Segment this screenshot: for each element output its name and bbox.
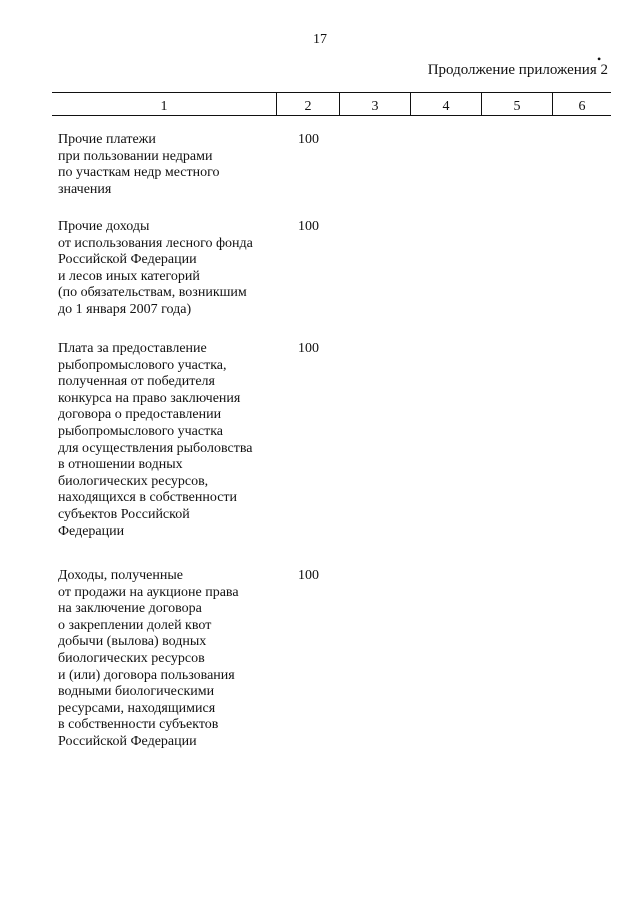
row-label-line: Доходы, полученные — [58, 568, 183, 583]
column-header-3: 3 — [340, 93, 411, 116]
row-label-line: Российской Федерации — [58, 733, 197, 749]
row-label-line: для осуществления рыболовства — [58, 440, 253, 456]
page-number: 17 — [313, 32, 327, 47]
column-header-row — [52, 93, 611, 116]
row-label-line: конкурса на право заключения — [58, 390, 241, 406]
row-label-line: водными биологическими — [58, 684, 215, 700]
row-label-line: добычи (вылова) водных — [58, 634, 207, 650]
row-label — [58, 568, 298, 751]
row-value: 100 — [298, 341, 319, 356]
row-label-line: Российской Федерации — [58, 252, 197, 268]
row-label-line: полученная от победителя — [58, 374, 215, 390]
column-header-2: 2 — [277, 93, 340, 116]
row-value: 100 — [298, 219, 319, 234]
row-label-line: договора о предоставлении — [58, 407, 222, 423]
row-label-line: Прочие платежи — [58, 132, 156, 147]
row-label — [58, 219, 298, 319]
continuation-mark: • — [597, 52, 602, 66]
row-value: 100 — [298, 568, 319, 583]
row-label-line: от использования лесного фонда — [58, 235, 253, 251]
row-label-line: ресурсами, находящимися — [58, 700, 216, 716]
row-label-line: биологических ресурсов — [58, 650, 205, 666]
column-header-table — [52, 92, 611, 116]
row-label-line: о закреплении долей квот — [58, 617, 212, 633]
row-value: 100 — [298, 132, 319, 147]
row-label-line: Прочие доходы — [58, 219, 150, 234]
row-label — [58, 341, 298, 540]
row-label-line: Плата за предоставление — [58, 341, 207, 356]
row-label-line: находящихся в собственности — [58, 490, 238, 506]
row-label-line: значения — [58, 181, 112, 197]
row-label-line: (по обязательствам, возникшим — [58, 285, 247, 301]
column-header-6: 6 — [553, 93, 612, 116]
row-label-line: рыбопромыслового участка, — [58, 357, 227, 373]
row-label-line: биологических ресурсов, — [58, 473, 209, 489]
row-label-line: в отношении водных — [58, 457, 183, 473]
row-label-line: рыбопромыслового участка — [58, 423, 224, 439]
row-label-line: и лесов иных категорий — [58, 268, 200, 284]
row-label-line: субъектов Российской — [58, 506, 190, 522]
continuation-title: Продолжение приложения 2 — [427, 62, 608, 78]
column-header-4: 4 — [411, 93, 482, 116]
column-header-5: 5 — [482, 93, 553, 116]
row-label-line: Федерации — [58, 523, 125, 539]
row-label-line: до 1 января 2007 года) — [58, 301, 192, 317]
row-label-line: и (или) договора пользования — [58, 667, 235, 683]
row-label-line: от продажи на аукционе права — [58, 584, 239, 600]
row-label-line: при пользовании недрами — [58, 148, 213, 164]
row-label-line: в собственности субъектов — [58, 717, 219, 733]
column-header-1: 1 — [52, 93, 277, 116]
row-label-line: по участкам недр местного — [58, 165, 220, 181]
row-label — [58, 132, 298, 198]
row-label-line: на заключение договора — [58, 601, 202, 617]
